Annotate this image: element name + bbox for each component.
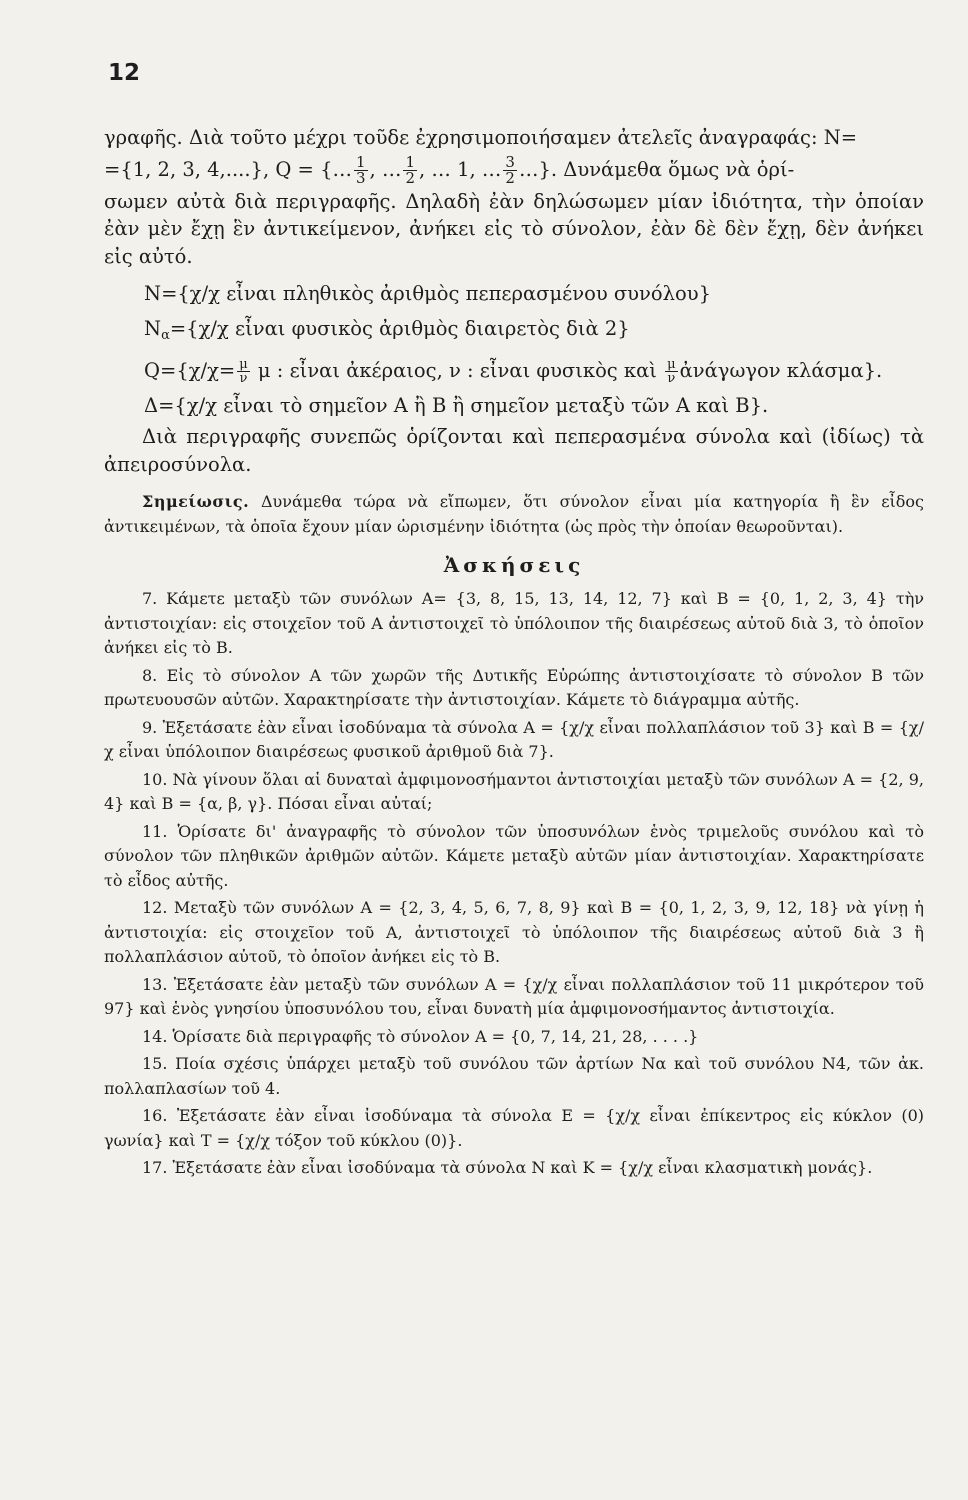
fraction-mu-nu: $\frac{\mu}{\nu}$ [239,357,248,386]
exercise-8: 8. Εἰς τὸ σύνολον Α τῶν χωρῶν τῆς Δυτικῆς Εὐρώπης ἀντιστοιχίσατε τὸ σύνολον Β τῶν πρωτευουσῶν αὐτῶν. Χαρακτηρίσατε τὴν ἀντιστοιχίαν. Κάμετε τὸ διάγραμμα αὐτῆς. [104,665,924,709]
description-paragraph: Διὰ περιγραφῆς συνεπῶς ὁρίζονται καὶ πεπερασμένα σύνολα καὶ (ἰδίως) τὰ ἀπειροσύνολα. [104,425,924,476]
note-heading: Σημείωσις. [142,492,250,511]
exercise-9: 9. Ἐξετάσατε ἐὰν εἶναι ἰσοδύναμα τὰ σύνολα A = {χ/χ εἶναι πολλαπλάσιον τοῦ 3} καὶ B = {χ/χ εἶναι ὑπόλοιπον διαιρέσεως φυσικοῦ ἀριθμοῦ διὰ 7}. [104,717,924,761]
formula-natural-cardinals: N={χ/χ εἶναι πληθικὸς ἀριθμὸς πεπερασμένου συνόλου} [144,282,711,305]
exercises-list [104,587,924,1181]
fraction-mu-nu-2: $\frac{\mu}{\nu}$ [667,357,676,386]
fraction-one-third: $\frac{1}{3}$ [356,152,366,187]
page-content [104,124,924,1184]
exercise-13: 13. Ἐξετάσατε ἐὰν μεταξὺ τῶν συνόλων A = {χ/χ εἶναι πολλαπλάσιον τοῦ 11 μικρότερον τοῦ 97} καὶ ἑνὸς γνησίου ὑποσυνόλου του, εἶναι δυνατὴ μία ἀμφιμονοσήμαντος ἀντιστοιχία. [104,974,924,1018]
exercises-heading: Ἀσκήσεις [443,553,585,577]
fraction-three-halves: $\frac{3}{2}$ [505,152,515,187]
exercise-14: 14. Ὁρίσατε διὰ περιγραφῆς τὸ σύνολον A = {0, 7, 14, 21, 28, . . . .} [142,1026,699,1046]
formula-rationals: Q={χ/χ= $\frac{\mu}{\nu}$ μ : εἶναι ἀκέραιος, ν : εἶναι φυσικὸς καὶ $\frac{\mu}{\nu}$ ἀνάγωγον κλάσμα}. [144,357,883,386]
formula-even-numbers: $N_\alpha=\{\chi/\chi$ εἶναι φυσικὸς ἀριθμὸς διαιρετὸς διὰ 2} [144,317,630,343]
formula-segment: Δ={χ/χ εἶναι τὸ σημεῖον Α ἢ Β ἢ σημεῖον μεταξὺ τῶν Α καὶ Β}. [144,394,769,417]
note-paragraph: Σημείωσις. Δυνάμεθα τώρα νὰ εἴπωμεν, ὅτι σύνολον εἶναι μία κατηγορία ἢ ἓν εἶδος ἀντικειμένων, τὰ ὁποῖα ἔχουν μίαν ὡρισμένην ἰδιότητα (ὡς πρὸς τὴν ὁποίαν θεωροῦνται). [104,492,924,536]
exercise-7: 7. Κάμετε μεταξὺ τῶν συνόλων A= {3, 8, 15, 13, 14, 12, 7} καὶ B = {0, 1, 2, 3, 4} τὴν ἀντιστοιχίαν: εἰς στοιχεῖον τοῦ Α ἀντιστοιχεῖ τὸ ὑπόλοιπον τῆς διαιρέσεως αὐτοῦ διὰ 3, τὸ ὁποῖον ἀνήκει εἰς τὸ Β. [104,589,924,657]
exercise-16: 16. Ἐξετάσατε ἐὰν εἶναι ἰσοδύναμα τὰ σύνολα E = {χ/χ εἶναι ἐπίκεντρος εἰς κύκλον (0) γωνία} καὶ T = {χ/χ τόξον τοῦ κύκλου (0)}. [104,1106,924,1150]
exercise-17: 17. Ἐξετάσατε ἐὰν εἶναι ἰσοδύναμα τὰ σύνολα N καὶ K = {χ/χ εἶναι κλασματικὴ μονάς}. [142,1158,873,1177]
intro-line-1: γραφῆς. Διὰ τοῦτο μέχρι τοῦδε ἐχρησιμοποιήσαμεν ἀτελεῖς ἀναγραφάς: N= [104,126,858,149]
intro-paragraph-rest: σωμεν αὐτὰ διὰ περιγραφῆς. Δηλαδὴ ἐὰν δηλώσωμεν μίαν ἰδιότητα, τὴν ὁποίαν ἐὰν μὲν ἔχῃ ἓν ἀντικείμενον, ἀνήκει εἰς τὸ σύνολον, ἐὰν δὲ δὲν ἔχῃ, δὲν ἀνήκει εἰς αὐτό. [104,189,924,268]
fraction-one-half: $\frac{1}{2}$ [405,152,415,187]
exercise-15: 15. Ποία σχέσις ὑπάρχει μεταξὺ τοῦ συνόλου τῶν ἀρτίων Nα καὶ τοῦ συνόλου N4, τῶν ἀκ. πολλαπλασίων τοῦ 4. [104,1054,924,1098]
exercise-10: 10. Νὰ γίνουν ὅλαι αἱ δυναταὶ ἀμφιμονοσήμαντοι ἀντιστοιχίαι μεταξὺ τῶν συνόλων A = {2, 9, 4} καὶ B = {α, β, γ}. Πόσαι εἶναι αὐταί; [104,769,924,813]
exercise-11: 11. Ὁρίσατε δι' ἀναγραφῆς τὸ σύνολον τῶν ὑποσυνόλων ἑνὸς τριμελοῦς συνόλου καὶ τὸ σύνολον τῶν πληθικῶν ἀριθμῶν αὐτῶν. Κάμετε μεταξὺ αὐτῶν μίαν ἀντιστοιχίαν. Χαρακτηρίσατε τὸ εἶδος αὐτῆς. [104,821,924,890]
page-number: 12 [108,60,141,86]
intro-line-2: ={1, 2, 3, 4,....}, Q = {… $\frac{1}{3}$ , … $\frac{1}{2}$ , … 1, … $\frac{3}{2}$ …}. Δυνάμεθα ὅμως νὰ ὁρί- [104,152,795,187]
exercise-12: 12. Μεταξὺ τῶν συνόλων A = {2, 3, 4, 5, 6, 7, 8, 9} καὶ B = {0, 1, 2, 3, 9, 12, 18} νὰ γίνῃ ἡ ἀντιστοιχία: εἰς στοιχεῖον τοῦ Α, ἀντιστοιχεῖ τὸ ὑπόλοιπον τῆς διαιρέσεως αὐτοῦ διὰ 3 ἢ πολλαπλάσιον αὐτοῦ, τὸ ὁποῖον ἀνήκει εἰς τὸ Β. [104,898,924,966]
formula-block [104,276,924,423]
